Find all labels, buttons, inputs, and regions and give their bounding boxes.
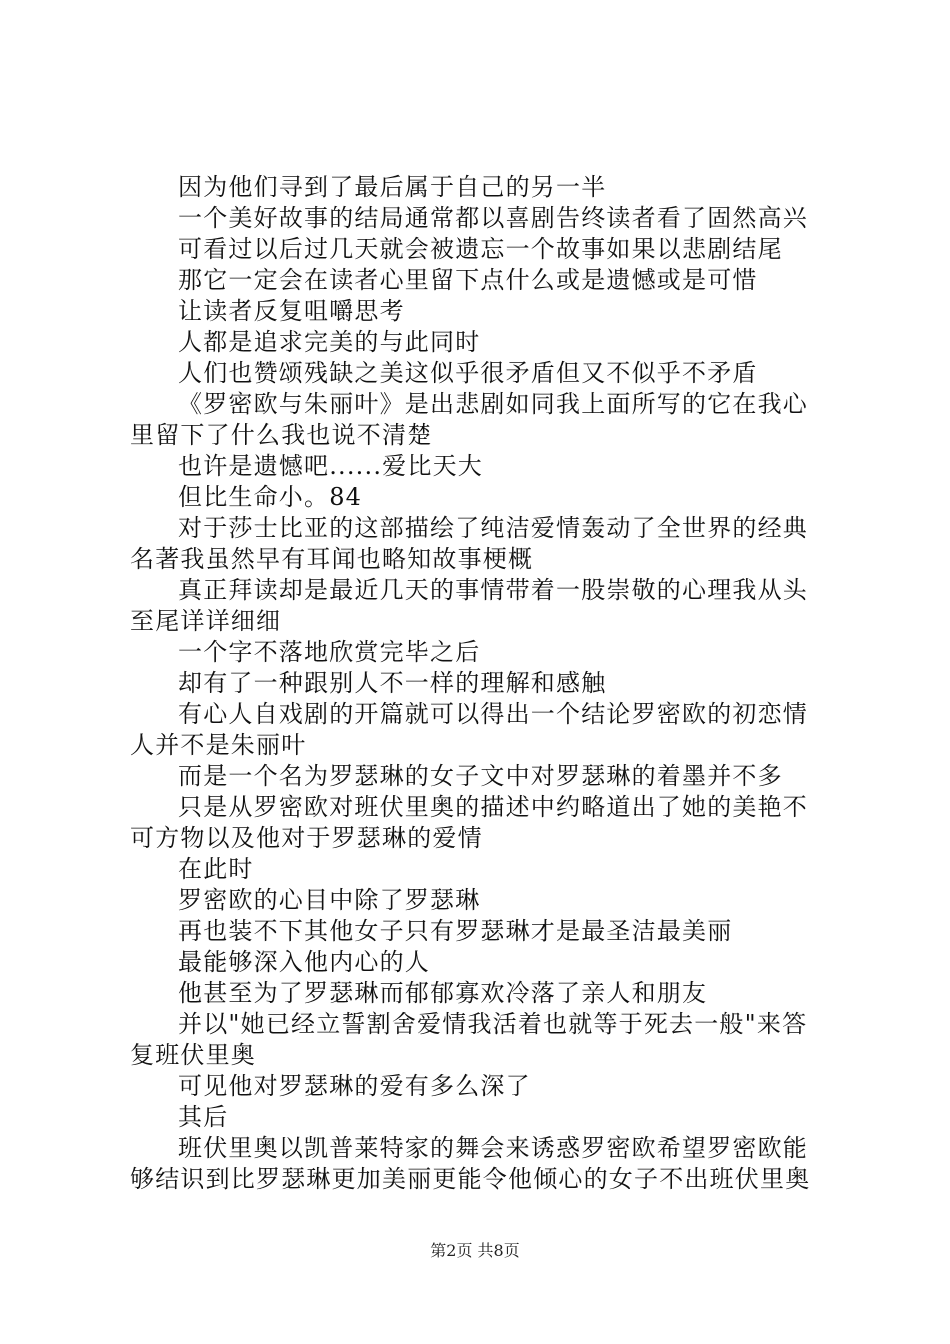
paragraph: 人都是追求完美的与此同时 [178,328,481,356]
paragraph: 并以"她已经立誓割舍爱情我活着也就等于死去一般"来答复班伏里奥 [130,1010,808,1069]
paragraph: 一个美好故事的结局通常都以喜剧告终读者看了固然高兴 [178,204,808,232]
paragraph: 班伏里奥以凯普莱特家的舞会来诱惑罗密欧希望罗密欧能够结识到比罗瑟琳更加美丽更能令他倾心的女子不出班伏里奥 [130,1134,811,1193]
paragraph: 可看过以后过几天就会被遗忘一个故事如果以悲剧结尾 [178,235,783,263]
page-footer [0,1241,950,1261]
paragraph: 对于莎士比亚的这部描绘了纯洁爱情轰动了全世界的经典名著我虽然早有耳闻也略知故事梗概 [130,514,808,573]
paragraph: 一个字不落地欣赏完毕之后 [178,638,481,666]
paragraph: 人们也赞颂残缺之美这似乎很矛盾但又不似乎不矛盾 [178,359,758,387]
paragraph: 只是从罗密欧对班伏里奥的描述中约略道出了她的美艳不可方物以及他对于罗瑟琳的爱情 [130,793,808,852]
paragraph: 其后 [178,1103,229,1131]
paragraph: 在此时 [178,855,254,883]
paragraph: 却有了一种跟别人不一样的理解和感触 [178,669,607,697]
paragraph: 但比生命小。84 [178,483,363,511]
paragraph: 《罗密欧与朱丽叶》是出悲剧如同我上面所写的它在我心里留下了什么我也说不清楚 [130,390,808,449]
page-number: 第2页 共8页 [430,1241,520,1260]
paragraph: 真正拜读却是最近几天的事情带着一股崇敬的心理我从头至尾详详细细 [130,576,808,635]
paragraph: 再也装不下其他女子只有罗瑟琳才是最圣洁最美丽 [178,917,733,945]
body-text [130,172,830,1195]
paragraph: 有心人自戏剧的开篇就可以得出一个结论罗密欧的初恋情人并不是朱丽叶 [130,700,808,759]
paragraph: 让读者反复咀嚼思考 [178,297,405,325]
paragraph: 他甚至为了罗瑟琳而郁郁寡欢冷落了亲人和朋友 [178,979,708,1007]
paragraph: 因为他们寻到了最后属于自己的另一半 [178,173,607,201]
paragraph: 也许是遗憾吧......爱比天大 [178,452,483,480]
paragraph: 罗密欧的心目中除了罗瑟琳 [178,886,481,914]
paragraph: 而是一个名为罗瑟琳的女子文中对罗瑟琳的着墨并不多 [178,762,783,790]
paragraph: 那它一定会在读者心里留下点什么或是遗憾或是可惜 [178,266,758,294]
paragraph: 最能够深入他内心的人 [178,948,430,976]
paragraph: 可见他对罗瑟琳的爱有多么深了 [178,1072,531,1100]
